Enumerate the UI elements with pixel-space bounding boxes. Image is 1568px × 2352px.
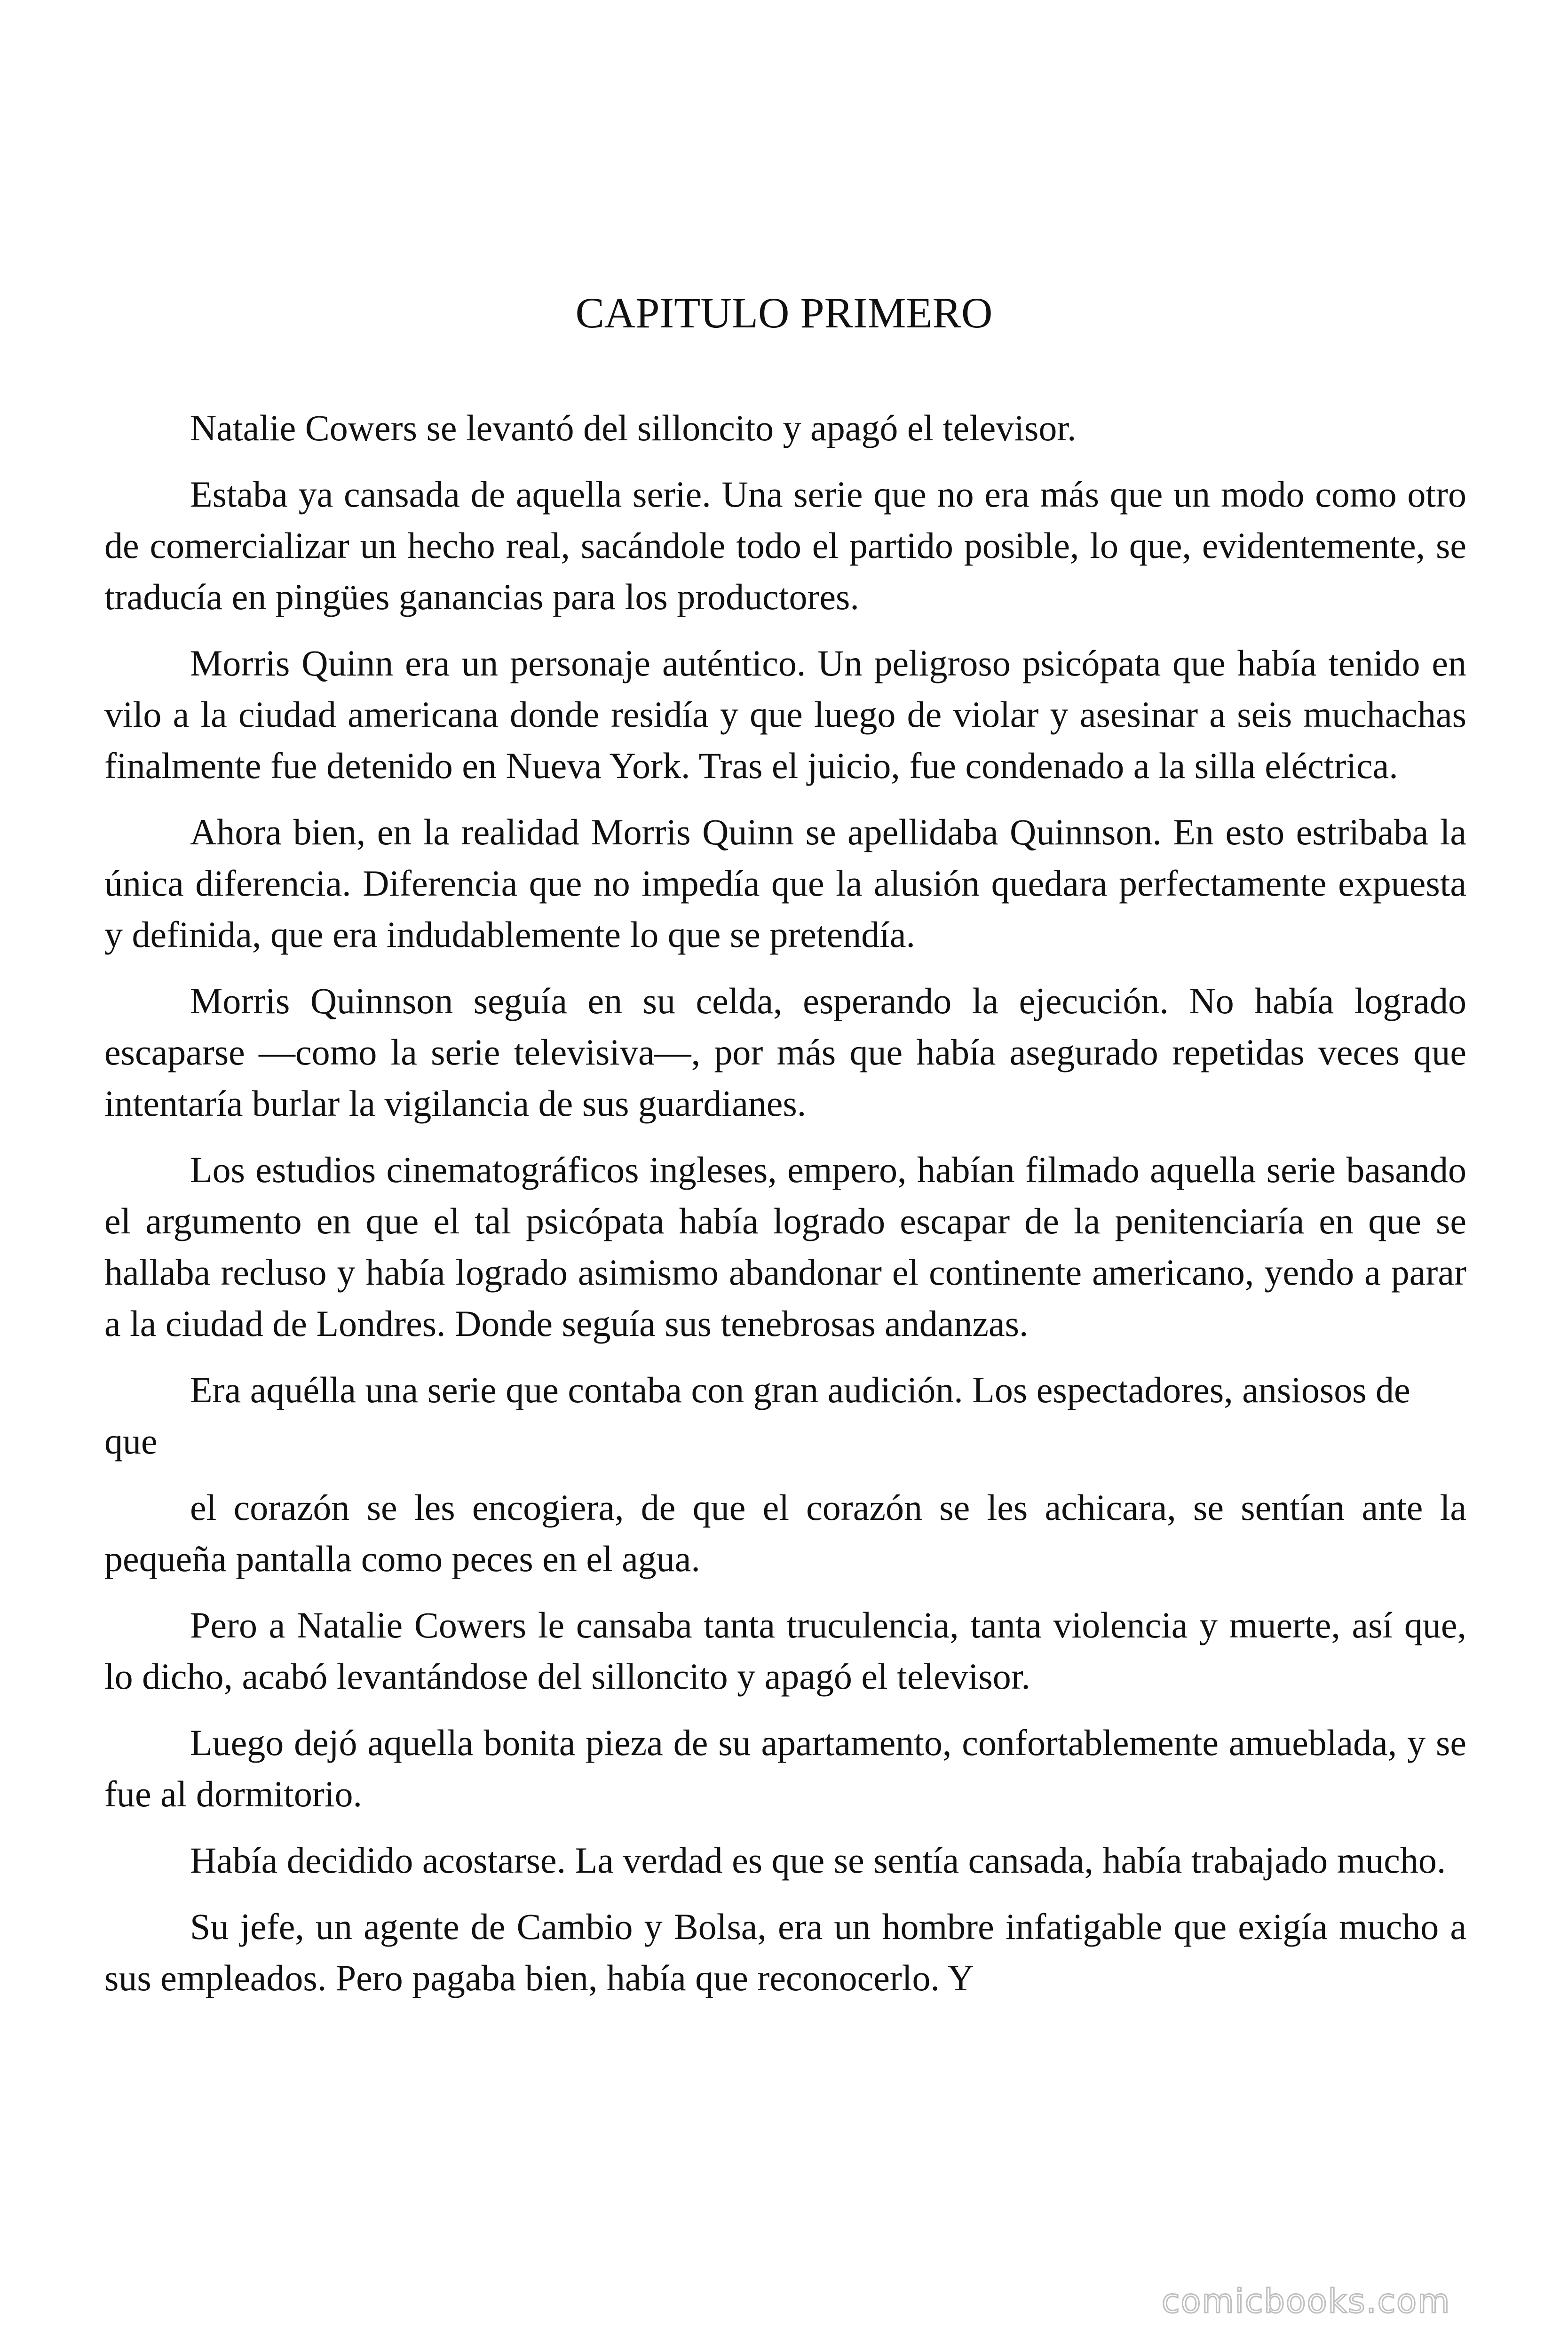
paragraph: Pero a Natalie Cowers le cansaba tanta truculencia, tanta violencia y muerte, así que, lo dicho, acabó levantándose del silloncito y apagó el televisor. xyxy=(104,1605,1466,1697)
paragraph: el corazón se les encogiera, de que el corazón se les achicara, se sentían ante la pequeña pantalla como peces en el agua. xyxy=(104,1487,1466,1579)
paragraph: Natalie Cowers se levantó del silloncito y apagó el televisor. xyxy=(190,407,1077,448)
paragraph: Los estudios cinematográficos ingleses, empero, habían filmado aquella serie basando el argumento en que el tal psicópata había logrado escapar de la penitenciaría en que se hallaba recluso y había logrado asimismo abandonar el continente americano, yendo a parar a la ciudad de Londres. Donde seguía sus tenebrosas andanzas. xyxy=(104,1149,1466,1344)
paragraph: Ahora bien, en la realidad Morris Quinn se apellidaba Quinnson. En esto estribaba la única diferencia. Diferencia que no impedía que la alusión quedara perfectamente expuesta y definida, que era indudablemente lo que se pretendía. xyxy=(104,811,1466,955)
paragraph: Su jefe, un agente de Cambio y Bolsa, era un hombre infatigable que exigía mucho a sus empleados. Pero pagaba bien, había que reconocerlo. Y xyxy=(104,1906,1466,1998)
chapter-title: CAPITULO PRIMERO xyxy=(575,289,993,337)
paragraph: Luego dejó aquella bonita pieza de su apartamento, confortablemente amueblada, y se fue al dormitorio. xyxy=(104,1722,1466,1814)
paragraph: Estaba ya cansada de aquella serie. Una serie que no era más que un modo como otro de comercializar un hecho real, sacándole todo el partido posible, lo que, evidentemente, se traducía en pingües ganancias para los productores. xyxy=(104,474,1466,617)
chapter-body xyxy=(104,402,1466,2018)
paragraph: Era aquélla una serie que contaba con gran audición. Los espectadores, ansiosos de que xyxy=(104,1369,1410,1462)
paragraph: Morris Quinn era un personaje auténtico. Un peligroso psicópata que había tenido en vilo a la ciudad americana donde residía y que luego de violar y asesinar a seis muchachas finalmente fue detenido en Nueva York. Tras el juicio, fue condenado a la silla eléctrica. xyxy=(104,643,1466,786)
paragraph: Había decidido acostarse. La verdad es que se sentía cansada, había trabajado mucho. xyxy=(190,1840,1446,1881)
watermark: comicbooks.com xyxy=(1162,2282,1451,2320)
paragraph: Morris Quinnson seguía en su celda, esperando la ejecución. No había logrado escaparse —como la serie televisiva—, por más que había asegurado repetidas veces que intentaría burlar la vigilancia de sus guardianes. xyxy=(104,980,1466,1124)
